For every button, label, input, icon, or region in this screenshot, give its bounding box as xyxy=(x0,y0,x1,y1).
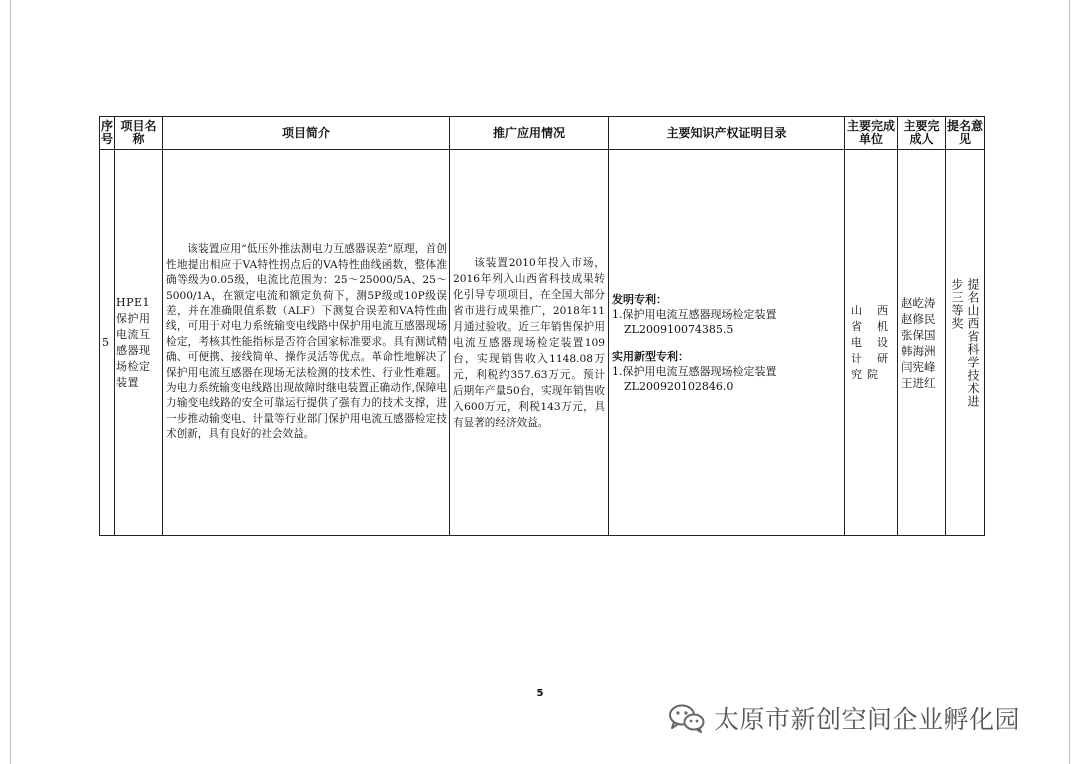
header-name: 项目名称 xyxy=(115,117,163,150)
utility-item: 1.保护用电流互感器现场检定装置 xyxy=(612,364,777,378)
watermark xyxy=(668,700,1020,736)
header-intro: 项目简介 xyxy=(163,117,450,150)
watermark-text: 太原市新创空间企业孵化园 xyxy=(714,705,1021,734)
header-people: 主要完成人 xyxy=(898,117,946,150)
intro-text: 该装置应用“低压外推法测电力互感器误差”原理，首创性地提出相应于VA特性拐点后的VA特性曲线函数，整体准确等级为0.05级，电流比范围为：25～25000/5A、25～5000/1A，在额定电流和额定负荷下，测5P级或10P级误差，并在准确限值系数（ALF）下测复合误差和VA特性曲线，可用于对电力系统输变电线路中保护用电流互感器现场检定，考核其性能指标是否符合国家标准要求。具有测试精确、可便携、接线简单、操作灵活等优点。革命性地解决了保护用电流互感器在现场无法检测的技术性、行业性难题。为电力系统输变电线路出现故障时继电装置正确动作,保障电力输变电线路的安全可靠运行提供了强有力的技术支撑，进一步推动输变电、计量等行业部门保护用电流互感器检定技术创新，具有良好的社会效益。 xyxy=(166,243,447,441)
application-text: 该装置2010年投入市场，2016年列入山西省科技成果转化引导专项项目，在全国大部分省市进行成果推广，2018年11月通过验收。近三年销售保护用电流互感器现场检定装置109台，实现销售收入1148.08万元，利税约357.63万元。预计后期年产量50台，实现年销售收入600万元，利税143万元，具有显著的经济效益。 xyxy=(453,256,605,429)
cell-intro xyxy=(163,150,450,536)
cell-application xyxy=(450,150,609,536)
page-number: 5 xyxy=(536,688,544,699)
wechat-icon xyxy=(668,703,706,733)
invention-heading: 发明专利： xyxy=(612,292,667,306)
table-row xyxy=(100,150,985,536)
header-row xyxy=(100,117,985,150)
header-application: 推广应用情况 xyxy=(450,117,609,150)
project-table xyxy=(99,116,985,536)
header-no: 序号 xyxy=(100,117,115,150)
cell-unit: 山西省机电设计研究院 xyxy=(845,150,898,536)
invention-item: 1.保护用电流互感器现场检定装置 xyxy=(612,307,777,321)
header-opinion: 提名意见 xyxy=(946,117,985,150)
cell-no: 5 xyxy=(100,150,115,536)
cell-people: 赵屹涛赵修民张保国韩海洲闫宪峰王进红 xyxy=(898,150,946,536)
invention-number: ZL200910074385.5 xyxy=(624,322,734,336)
utility-heading: 实用新型专利： xyxy=(612,349,689,363)
header-unit: 主要完成单位 xyxy=(845,117,898,150)
utility-number: ZL200920102846.0 xyxy=(624,379,734,393)
cell-ip xyxy=(609,150,845,536)
cell-opinion xyxy=(946,150,985,536)
cell-project-name: HPE1保护用电流互感器现场检定装置 xyxy=(115,150,163,536)
opinion-text: 提名山西省科学技术进步三等奖 xyxy=(950,277,980,408)
header-ip: 主要知识产权证明目录 xyxy=(609,117,845,150)
